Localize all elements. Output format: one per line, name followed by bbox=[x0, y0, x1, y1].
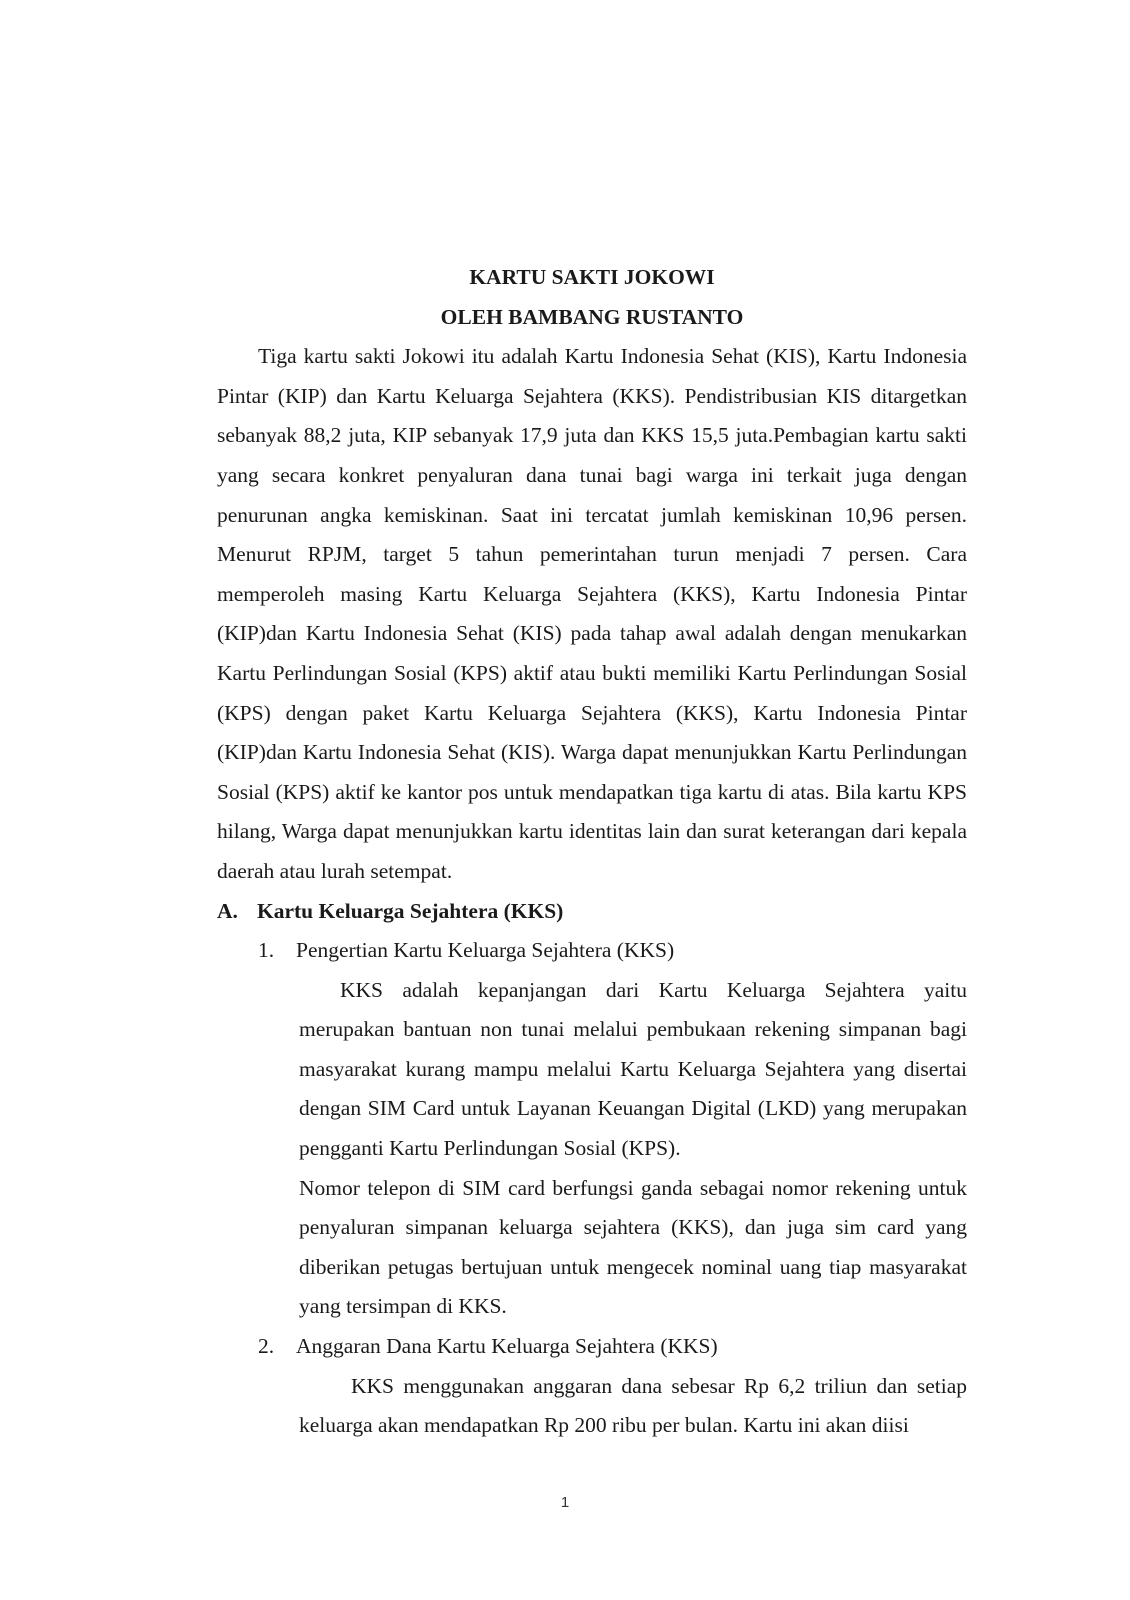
section-a-marker: A. bbox=[217, 898, 238, 923]
document-title: KARTU SAKTI JOKOWI bbox=[469, 265, 715, 289]
subsection-1-title: Pengertian Kartu Keluarga Sejahtera (KKS) bbox=[296, 938, 675, 963]
section-a-title: Kartu Keluarga Sejahtera (KKS) bbox=[257, 898, 564, 923]
document-body bbox=[217, 258, 967, 1446]
subsection-2-heading bbox=[217, 1327, 967, 1367]
subsection-1-paragraph-1: KKS adalah kepanjangan dari Kartu Keluarga Sejahtera yaitu merupakan bantuan non tunai melalui pembukaan rekening simpanan bagi masyarakat kurang mampu melalui Kartu Keluarga Sejahtera yang disertai dengan SIM Card untuk Layanan Keuangan Digital (LKD) yang merupakan pengganti Kartu Perlindungan Sosial (KPS). bbox=[299, 977, 967, 1161]
subsection-1-heading bbox=[217, 931, 967, 971]
section-a-heading bbox=[217, 892, 967, 932]
intro-paragraph: Tiga kartu sakti Jokowi itu adalah Kartu Indonesia Sehat (KIS), Kartu Indonesia Pintar (KIP) dan Kartu Keluarga Sejahtera (KKS). Pendistribusian KIS ditargetkan sebanyak 88,2 juta, KIP sebanyak 17,9 juta dan KKS 15,5 juta.Pembagian kartu sakti yang secara konkret penyaluran dana tunai bagi warga ini terkait juga dengan penurunan angka kemiskinan. Saat ini tercatat jumlah kemiskinan 10,96 persen. Menurut RPJM, target 5 tahun pemerintahan turun menjadi 7 persen. Cara memperoleh masing Kartu Keluarga Sejahtera (KKS), Kartu Indonesia Pintar (KIP)dan Kartu Indonesia Sehat (KIS) pada tahap awal adalah dengan menukarkan Kartu Perlindungan Sosial (KPS) aktif atau bukti memiliki Kartu Perlindungan Sosial (KPS) dengan paket Kartu Keluarga Sejahtera (KKS), Kartu Indonesia Pintar (KIP)dan Kartu Indonesia Sehat (KIS). Warga dapat menunjukkan Kartu Perlindungan Sosial (KPS) aktif ke kantor pos untuk mendapatkan tiga kartu di atas. Bila kartu KPS hilang, Warga dapat menunjukkan kartu identitas lain dan surat keterangan dari kepala daerah atau lurah setempat. bbox=[217, 344, 967, 883]
subsection-2-number: 2. bbox=[258, 1334, 275, 1359]
subsection-2-title: Anggaran Dana Kartu Keluarga Sejahtera (KKS) bbox=[296, 1334, 718, 1359]
subsection-2-paragraph-1: KKS menggunakan anggaran dana sebesar Rp 6,2 triliun dan setiap keluarga akan mendapatkan Rp 200 ribu per bulan. Kartu ini akan diisi bbox=[299, 1373, 967, 1438]
author-line: OLEH BAMBANG RUSTANTO bbox=[440, 304, 744, 329]
page-number: 1 bbox=[560, 1494, 570, 1511]
subsection-1-paragraph-2: Nomor telepon di SIM card berfungsi ganda sebagai nomor rekening untuk penyaluran simpanan keluarga sejahtera (KKS), dan juga sim card yang diberikan petugas bertujuan untuk mengecek nominal uang tiap masyarakat yang tersimpan di KKS. bbox=[299, 1175, 967, 1319]
subsection-1-body bbox=[217, 971, 967, 1327]
subsection-1-number: 1. bbox=[258, 938, 275, 963]
subsection-2-body bbox=[217, 1367, 967, 1446]
